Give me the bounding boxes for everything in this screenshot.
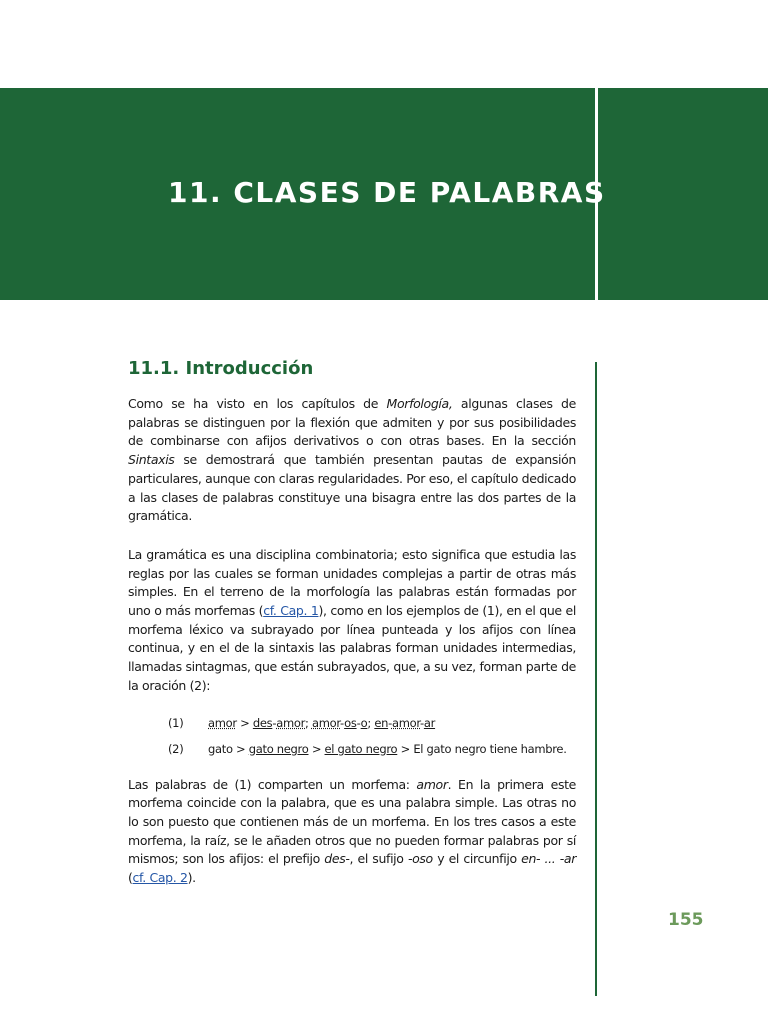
emphasis-prefix: des- — [324, 851, 350, 867]
text-run: > — [236, 715, 253, 730]
text-run: ; — [367, 715, 375, 730]
example-2 — [128, 742, 576, 756]
example-1 — [128, 716, 576, 730]
text-run: y el circunfijo — [432, 851, 522, 867]
emphasis-amor: amor — [416, 776, 448, 792]
text-run: - — [356, 715, 361, 730]
example-text — [208, 742, 567, 756]
text-run: - — [340, 715, 345, 730]
text-run: . En la primera este morfema coincide con la palabra, que es una palabra simple. Las otras no lo son puesto que contienen más de un morfema. En los tres casos a este morfema, la raíz, se le añaden otros que no pueden formar palabras por sí mismos; son los afijos: el prefijo — [128, 776, 577, 867]
paragraph-gap — [128, 526, 576, 546]
cross-reference-link-cap-1[interactable]: cf. Cap. 1 — [263, 603, 319, 619]
affix: en — [374, 715, 389, 730]
text-run: , el sufijo — [349, 851, 408, 867]
page-content — [128, 358, 576, 888]
text-run: ). — [187, 870, 196, 886]
lexical-morpheme: amor — [311, 715, 341, 730]
lexical-morpheme: amor — [391, 715, 421, 730]
paragraph-3 — [128, 776, 576, 888]
affix: o — [360, 715, 368, 730]
paragraph-2 — [128, 546, 576, 696]
emphasis-suffix: -oso — [407, 851, 433, 867]
lexical-morpheme: amor — [276, 715, 306, 730]
lexical-morpheme: amor — [208, 715, 237, 730]
emphasis-circumfix: en- ... -ar — [521, 851, 576, 867]
affix: os — [344, 715, 357, 730]
affix: des — [252, 715, 273, 730]
text-run: La gramática es una disciplina combinatoria; esto significa que estudia las reglas por las cuales se forman unidades complejas a partir de otras más simples. En el terreno de la morfología las palabras están formadas por uno o más morfemas ( — [128, 546, 576, 619]
chapter-banner-side-block — [598, 88, 768, 300]
text-run: > — [308, 741, 325, 756]
text-run: - — [272, 715, 277, 730]
text-run: - — [388, 715, 392, 730]
chapter-title: 11. CLASES DE PALABRAS — [168, 176, 606, 209]
text-run: se demostrará que también presentan pautas de expansión particulares, aunque con claras regularidades. Por eso, el capítulo dedicado a las clases de palabras constituye una bisagra entre las dos partes de la gramática. — [128, 452, 576, 524]
text-run: ), como en los ejemplos de (1), en el que el morfema léxico va subrayado por línea punteada y los afijos con línea continua, y en el de la sintaxis las palabras forman unidades intermedias, llamadas sintagmas, que están subrayados, que, a su vez, forman parte de la oración (2): — [128, 603, 576, 693]
phrase: el gato negro — [324, 741, 398, 756]
paragraph-1 — [128, 395, 576, 526]
affix: ar — [423, 715, 436, 730]
section-title: 11.1. Introducción — [128, 358, 314, 379]
text-run: Las palabras de (1) comparten un morfema: — [128, 776, 417, 792]
example-number: (2) — [168, 741, 184, 756]
margin-rule — [595, 362, 597, 996]
phrase: gato negro — [248, 741, 309, 756]
emphasis-sintaxis: Sintaxis — [128, 452, 175, 468]
text-run: ( — [128, 870, 133, 886]
cross-reference-link-cap-2[interactable]: cf. Cap. 2 — [132, 870, 188, 886]
emphasis-morfologia: Morfología, — [386, 396, 453, 411]
page-number: 155 — [668, 910, 704, 930]
example-number: (1) — [168, 715, 184, 730]
example-text — [208, 716, 435, 730]
text-run: gato > — [208, 741, 249, 756]
text-run: ; — [305, 715, 312, 730]
text-run: - — [420, 715, 424, 730]
text-run: Como se ha visto en los capítulos de — [128, 396, 387, 411]
text-run: > El gato negro tiene hambre. — [397, 741, 567, 756]
text-run: algunas clases de palabras se distinguen por la flexión que admiten y por sus posibilidades de combinarse con afijos derivativos o con otras bases. En la sección — [128, 396, 576, 449]
